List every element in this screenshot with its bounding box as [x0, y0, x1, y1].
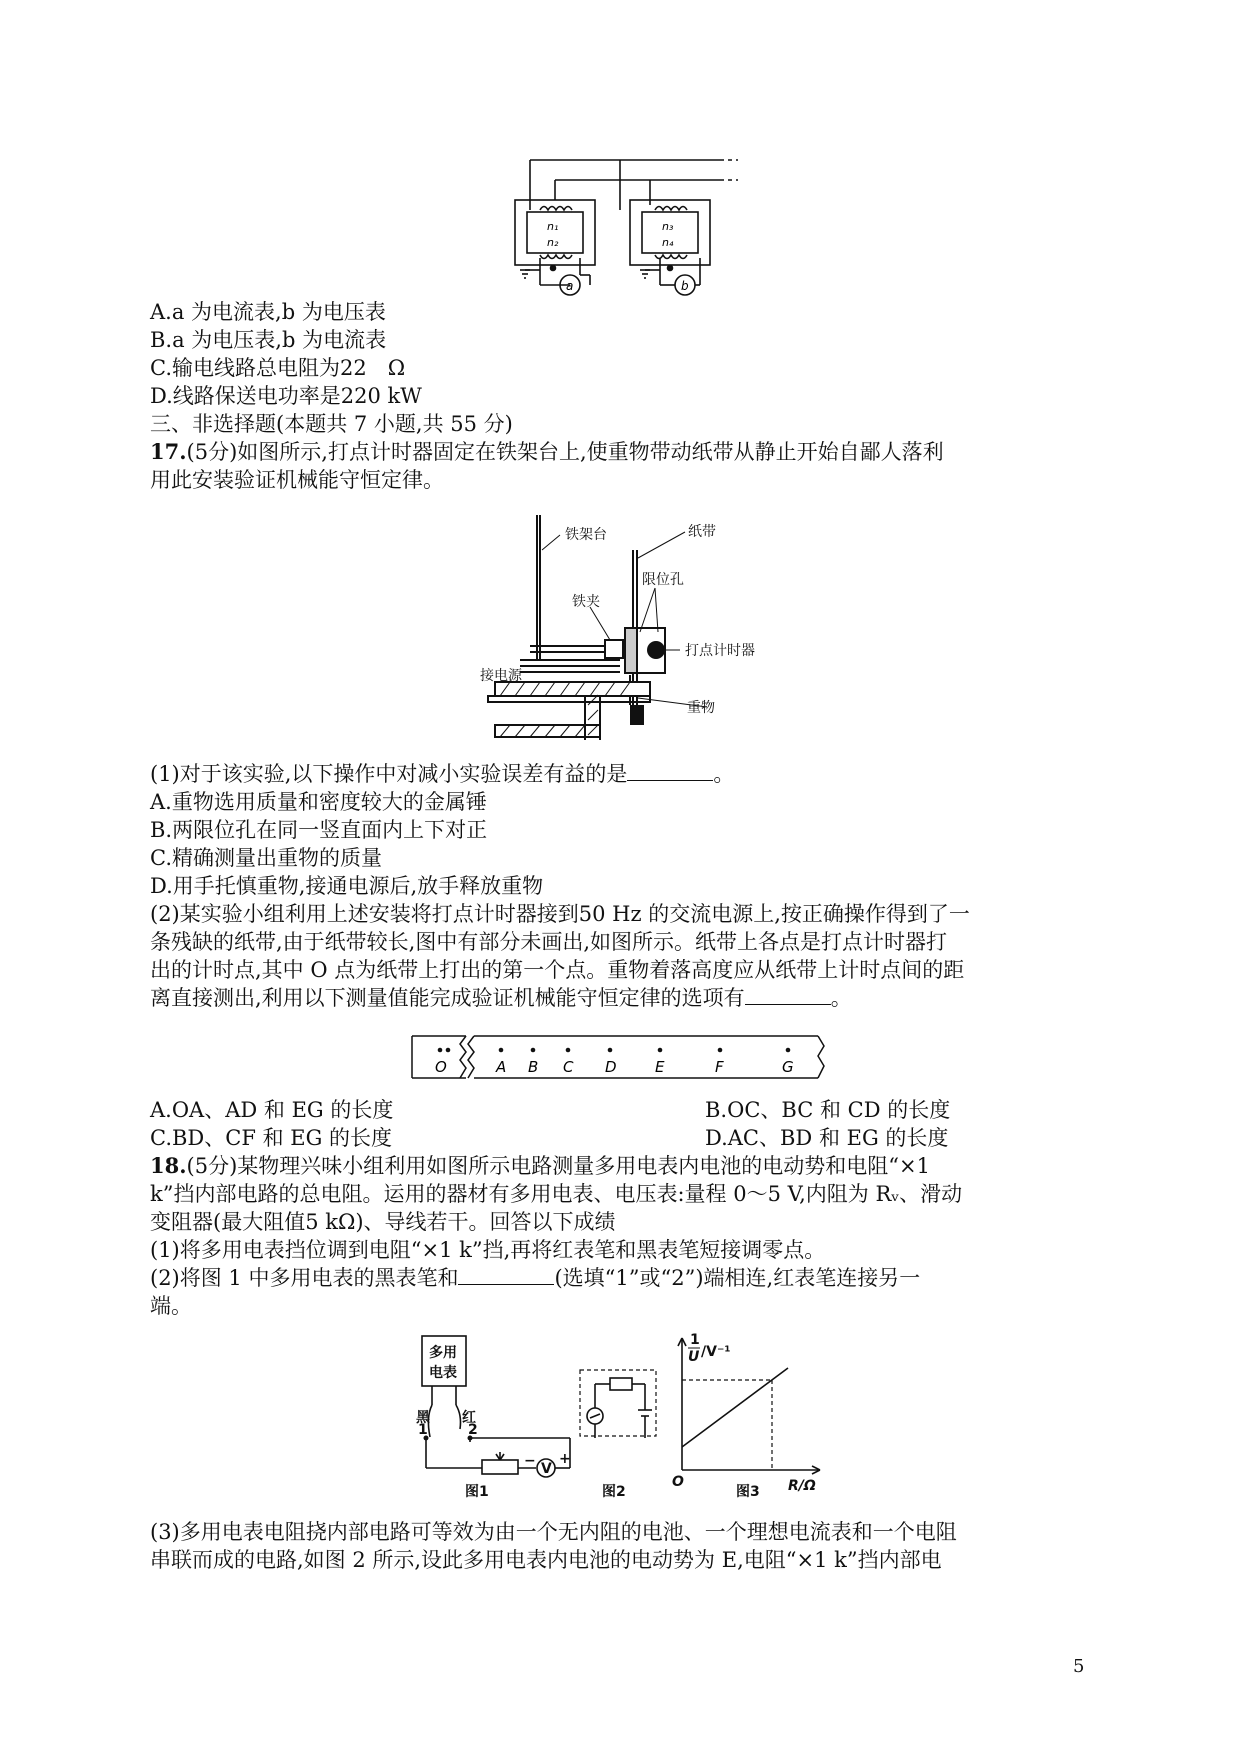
q17-part2-line3: 出的计时点,其中 O 点为纸带上打出的第一个点。重物着落高度应从纸带上计时点间的距	[150, 958, 965, 982]
q17-part2-options-row1	[150, 1096, 951, 1124]
tape-point-f: F	[715, 1058, 724, 1076]
x-axis-label: R/Ω	[788, 1478, 816, 1494]
tape-label: 纸带	[688, 524, 716, 540]
q18-part1: (1)将多用电表挡位调到电阻“×1 k”挡,再将红表笔和黑表笔短接调零点。	[150, 1238, 826, 1262]
q18-part2-text: (2)将图 1 中多用电表的黑表笔和	[150, 1266, 459, 1290]
q17-part2-line1: (2)某实验小组利用上述安装将打点计时器接到50 Hz 的交流电源上,按正确操作得到了一	[150, 902, 970, 926]
q17-number: 17.	[150, 439, 187, 464]
q18-figures	[410, 1330, 850, 1500]
transformer-figure	[510, 150, 740, 293]
tape-point-c: C	[563, 1058, 574, 1076]
q18-part3-line2: 串联而成的电路,如图 2 所示,设此多用电表内电池的电动势为 E,电阻“×1 k”挡内部电	[150, 1548, 942, 1572]
timer-apparatus-figure	[480, 510, 800, 740]
q17-intro-text: (5分)如图所示,打点计时器固定在铁架台上,使重物带动纸带从静止开始自鄙人落利	[186, 440, 944, 464]
q17-part2-line4	[150, 984, 852, 1012]
fig3-caption: 图3	[736, 1484, 760, 1500]
q17-part1-end: 。	[713, 762, 735, 786]
q18-number: 18.	[150, 1153, 187, 1178]
power-label: 接电源	[480, 668, 522, 684]
voltmeter-symbol: V	[541, 1461, 552, 1477]
coil-n1-label: n₁	[547, 220, 559, 233]
q17-part2-last-text: 离直接测出,利用以下测量值能完成验证机械能守恒定律的选项有	[150, 986, 745, 1010]
plus-sign: +	[559, 1451, 571, 1467]
q18-intro-text: (5分)某物理兴味小组利用如图所示电路测量多用电表内电池的电动势和电阻“×1	[186, 1154, 930, 1178]
q17-part1-text: (1)对于该实验,以下操作中对减小实验误差有益的是	[150, 762, 628, 786]
meter-b-label: b	[681, 279, 689, 293]
tape-point-d: D	[605, 1058, 617, 1076]
q17-part2-option-a: A.OA、AD 和 EG 的长度	[150, 1098, 394, 1122]
q18-part2-answer-blank[interactable]	[458, 1264, 554, 1285]
clamp-label: 铁夹	[572, 594, 600, 610]
terminal-2-label: 2	[468, 1422, 478, 1438]
q17-part1	[150, 760, 734, 788]
q17-part1-answer-blank[interactable]	[627, 760, 713, 781]
q18-intro-line3: 变阻器(最大阻值5 kΩ)、导线若干。回答以下成绩	[150, 1210, 616, 1234]
red-probe-label: 红	[462, 1410, 476, 1426]
q17-part2-end: 。	[830, 986, 852, 1010]
multimeter-label-2: 电表	[429, 1365, 457, 1381]
q17-part1-option-a: A.重物选用质量和密度较大的金属锤	[150, 790, 487, 814]
tape-point-g: G	[782, 1058, 794, 1076]
q17-part2-option-d: D.AC、BD 和 EG 的长度	[705, 1126, 949, 1150]
q17-part2-answer-blank[interactable]	[745, 984, 831, 1005]
q18-part2	[150, 1264, 920, 1292]
page-number: 5	[1073, 1656, 1085, 1677]
q17-part2-line2: 条残缺的纸带,由于纸带较长,图中有部分未画出,如图所示。纸带上各点是打点计时器打	[150, 930, 948, 954]
black-probe-label: 黑	[416, 1410, 430, 1426]
tape-point-o: O	[435, 1058, 447, 1076]
y-axis-unit: /V⁻¹	[701, 1344, 731, 1360]
q18-part3-line1: (3)多用电表电阻挠内部电路可等效为由一个无内阻的电池、一个理想电流表和一个电阻	[150, 1520, 957, 1544]
q17-part1-option-d: D.用手托慎重物,接通电源后,放手释放重物	[150, 874, 544, 898]
q17-intro-line1	[150, 438, 944, 466]
stand-label: 铁架台	[565, 527, 607, 543]
minus-sign: −	[524, 1453, 536, 1469]
weight-label: 重物	[687, 700, 715, 716]
q18-intro-line2: k”挡内部电路的总电阻。运用的器材有多用电表、电压表:量程 0～5 V,内阻为 Rᵥ、滑动	[150, 1182, 963, 1206]
q17-part2-option-b: B.OC、BC 和 CD 的长度	[705, 1098, 951, 1122]
y-axis-numerator: 1	[690, 1332, 700, 1348]
q18-intro-line1	[150, 1152, 930, 1180]
coil-n4-label: n₄	[662, 236, 674, 249]
meter-a-label: a	[566, 279, 574, 293]
limit-hole-label: 限位孔	[642, 572, 684, 588]
multimeter-label-1: 多用	[429, 1345, 457, 1361]
tape-point-e: E	[655, 1058, 665, 1076]
q17-part2-option-c: C.BD、CF 和 EG 的长度	[150, 1126, 393, 1150]
section-title: 三、非选择题(本题共 7 小题,共 55 分)	[150, 412, 513, 436]
coil-n2-label: n₂	[547, 236, 559, 249]
q17-part1-option-c: C.精确测量出重物的质量	[150, 846, 382, 870]
q16-option-b: B.a 为电压表,b 为电流表	[150, 328, 387, 352]
y-axis-denominator: U	[688, 1349, 700, 1365]
terminal-1-label: 1	[418, 1422, 428, 1438]
timer-label: 打点计时器	[685, 643, 755, 659]
q16-option-a: A.a 为电流表,b 为电压表	[150, 300, 386, 324]
fig1-caption: 图1	[465, 1484, 489, 1500]
tape-point-a: A	[496, 1058, 507, 1076]
fig2-caption: 图2	[602, 1484, 626, 1500]
q17-part2-options-row2	[150, 1124, 949, 1152]
q16-option-c: C.输电线路总电阻为22 Ω	[150, 356, 406, 380]
q17-part1-option-b: B.两限位孔在同一竖直面内上下对正	[150, 818, 488, 842]
q16-option-d: D.线路保送电功率是220 kW	[150, 384, 422, 408]
tape-point-b: B	[528, 1058, 539, 1076]
origin-label: O	[672, 1474, 684, 1490]
coil-n3-label: n₃	[662, 220, 674, 233]
q18-part2-line2: 端。	[150, 1294, 192, 1318]
paper-tape-figure	[408, 1030, 828, 1090]
q17-intro-line2: 用此安装验证机械能守恒定律。	[150, 468, 444, 492]
q18-part2-tail: (选填“1”或“2”)端相连,红表笔连接另一	[554, 1266, 921, 1290]
